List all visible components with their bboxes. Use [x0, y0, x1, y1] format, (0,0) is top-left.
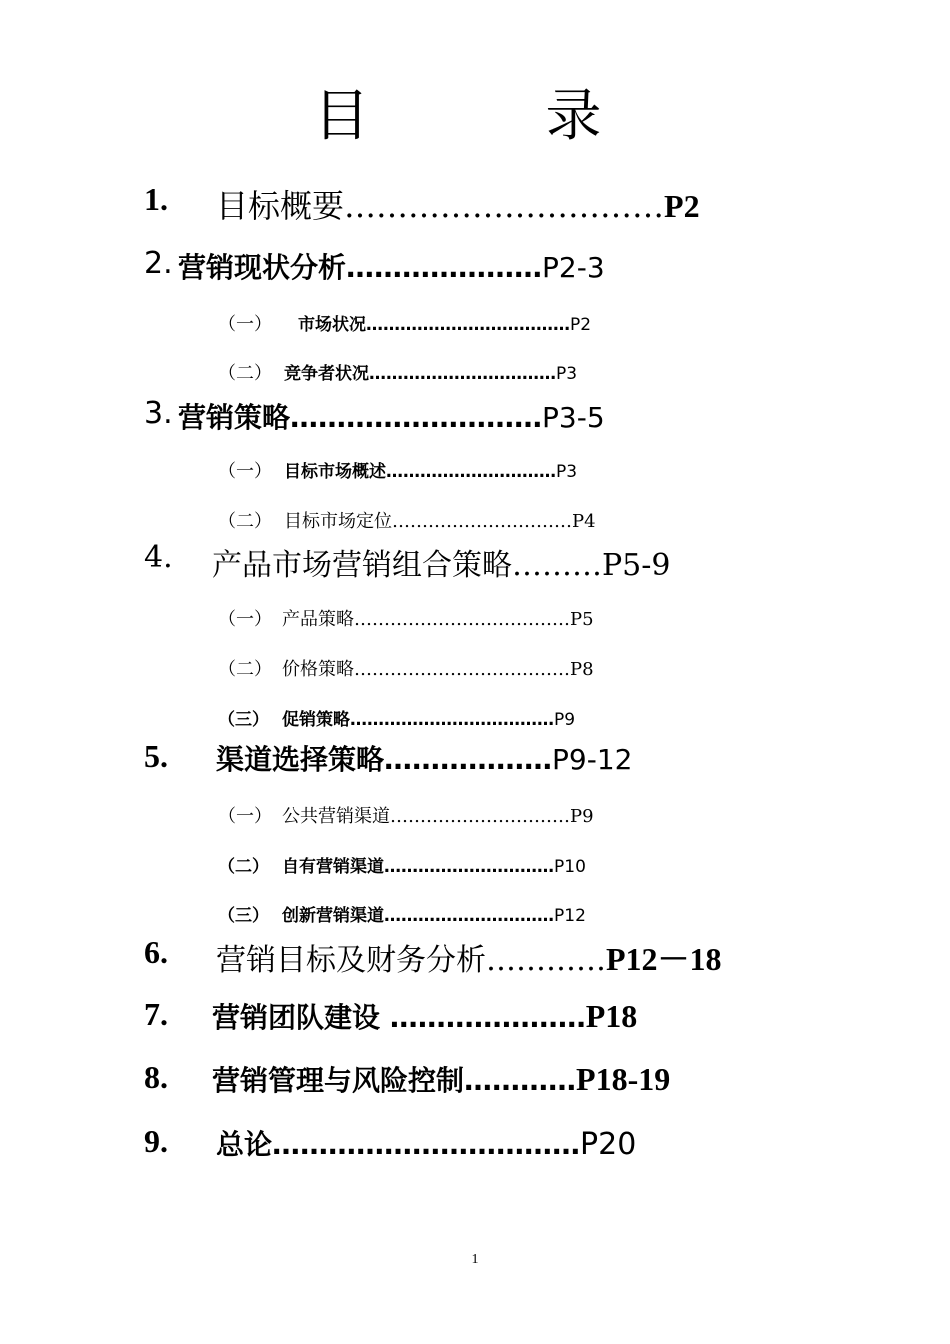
toc-entry-text: 价格策略………………………………P8 [282, 659, 594, 680]
toc-entry-text: 目标概要…………………………P2 [216, 187, 700, 225]
toc-entry-number: 4. [144, 540, 173, 575]
toc-entry-text: 渠道选择策略………………P9-12 [216, 743, 633, 776]
toc-entry-number: （二） [218, 511, 272, 532]
toc-entry-number: 7. [144, 996, 168, 1032]
toc-entry-number: 8. [144, 1059, 168, 1095]
toc-entry-text: 总论……………………………P20 [216, 1127, 637, 1162]
toc-entry-number: （一） [218, 806, 272, 827]
toc-entry-number: 5. [144, 738, 168, 774]
toc-entry-number: （二） [218, 659, 272, 680]
toc-entry-number: （一） [218, 314, 272, 335]
toc-entry-number: 3. [144, 396, 173, 431]
page-title: 目 录 [313, 84, 662, 149]
toc-entry-number: （三） [218, 710, 269, 730]
toc-entry-text: 促销策略………………………………P9 [282, 710, 576, 730]
toc-entry-number: 1. [144, 181, 168, 217]
toc-entry-text: 公共营销渠道…………………………P9 [282, 806, 594, 827]
toc-entry-number: （三） [218, 906, 269, 926]
toc-entry-text: 营销团队建设 …………………P18 [212, 998, 638, 1034]
toc-entry-number: （一） [218, 461, 272, 482]
toc-entry-text: 产品市场营销组合策略………P5-9 [212, 548, 671, 583]
toc-entry-number: 9. [144, 1123, 168, 1159]
toc-entry-text: 营销现状分析…………………P2-3 [178, 251, 605, 284]
toc-entry-text: 竞争者状况……………………………P3 [284, 364, 578, 384]
toc-entry-text: 营销策略………………………P3-5 [178, 401, 605, 434]
toc-entry-text: 创新营销渠道…………………………P12 [282, 906, 586, 926]
toc-entry-number: 6. [144, 934, 168, 970]
toc-entry-number: （二） [218, 363, 272, 384]
toc-entry-text: 自有营销渠道…………………………P10 [282, 857, 586, 877]
toc-entry-number: （一） [218, 609, 272, 630]
toc-entry-text: 营销管理与风险控制…………P18-19 [212, 1061, 671, 1097]
toc-entry-number: 2. [144, 246, 173, 281]
toc-entry-text: 市场状况………………………………P2 [298, 315, 592, 335]
toc-entry-text: 营销目标及财务分析…………P12－18 [216, 941, 722, 978]
page-number: 1 [471, 1252, 479, 1267]
toc-entry-text: 目标市场概述…………………………P3 [284, 462, 578, 482]
toc-entry-text: 产品策略………………………………P5 [282, 609, 594, 630]
toc-entry-number: （二） [218, 857, 269, 877]
toc-entry-text: 目标市场定位…………………………P4 [284, 511, 596, 532]
